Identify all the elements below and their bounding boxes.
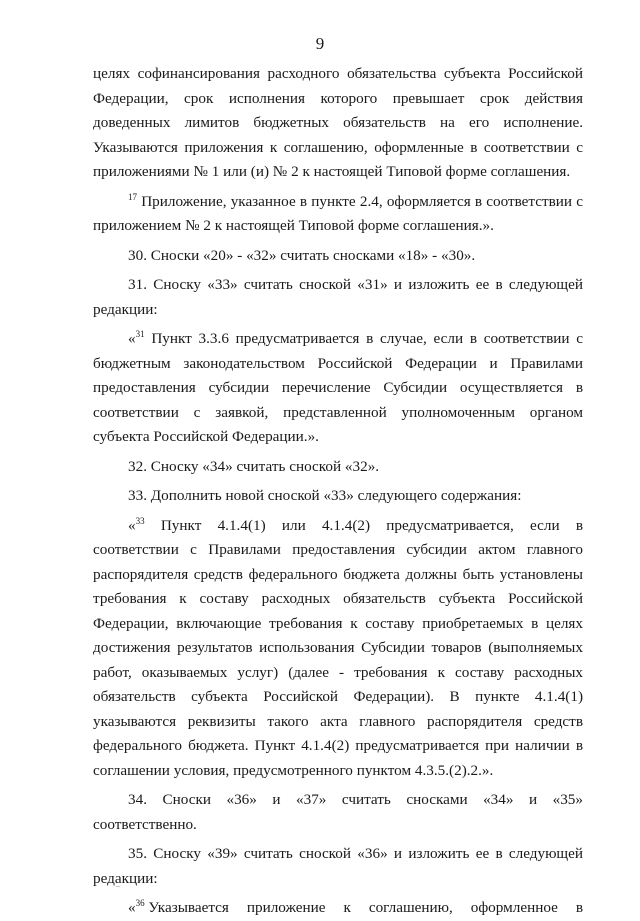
- paragraph-text: целях софинансирования расходного обязательства субъекта Российской Федерации, срок исполнения которого превышает срок действия доведенных лимитов бюджетных обязательств на его исполнение. Указываются приложения к соглашению, оформленные в соответствии с приложениями № 1 или (и) № 2 к настоящей Типовой форме соглашения.: [93, 65, 583, 180]
- footnote-marker: 33: [135, 515, 145, 526]
- paragraph-text: Приложение, указанное в пункте 2.4, оформляется в соответствии с приложением № 2 к настоящей Типовой форме соглашения.».: [93, 192, 583, 234]
- quote-open: «: [128, 516, 136, 534]
- paragraph-text: 31. Сноску «33» считать сноской «31» и изложить ее в следующей редакции:: [93, 276, 583, 318]
- paragraph-fn31: [93, 327, 583, 450]
- document-body: [93, 62, 583, 891]
- paragraph-text: 34. Сноски «36» и «37» считать сносками «34» и «35» соответственно.: [93, 791, 583, 833]
- last-line-word: «$^{36}$ Указывается: [128, 898, 229, 916]
- paragraph-text: 30. Сноски «20» - «32» считать сносками «18» - «30».: [128, 246, 476, 264]
- paragraph-text: 32. Сноску «34» считать сноской «32».: [128, 457, 380, 475]
- last-line-word: оформленное: [470, 899, 558, 916]
- footnote-marker: 31: [135, 329, 145, 339]
- paragraph-text: Пункт 3.3.6 предусматривается в случае, если в соответствии с бюджетным законодательством Российской Федерации и Правилами предоставления субсидии перечисление Субсидии осуществляется в соответствии с заявкой, представленной уполномоченным органом субъекта Российской Федерации.».: [93, 330, 583, 445]
- last-line-word: соглашению,: [368, 899, 453, 916]
- paragraph-text: 33. Дополнить новой сноской «33» следующего содержания:: [128, 487, 522, 504]
- last-line-word: приложение: [246, 899, 326, 916]
- document-last-line: [93, 896, 583, 921]
- paragraph-p31: [93, 273, 583, 322]
- paragraph-p32: [93, 455, 583, 480]
- quote-open: «: [128, 899, 136, 916]
- paragraph-p34: [93, 788, 583, 837]
- paragraph-text: Пункт 4.1.4(1) или 4.1.4(2) предусматривается, если в соответствии с Правилами предоставления субсидии актом главного распорядителя средств федерального бюджета должны быть установлены требования к составу расходных обязательств субъекта Российской Федерации, включающие требования к составу приобретаемых в целях достижения результатов использования Субсидии товаров (выполняемых работ, оказываемых услуг) (далее - требования к составу расходных обязательств субъекта Российской Федерации). В пункте 4.1.4(1) указываются реквизиты такого акта главного распорядителя средств федерального бюджета. Пункт 4.1.4(2) предусматривается при наличии в соглашении условия, предусмотренного пунктом 4.3.5.(2).2.».: [93, 516, 583, 779]
- footnote-marker: 17: [128, 191, 137, 202]
- paragraph-p30: [93, 244, 583, 269]
- page-number: 9: [315, 34, 325, 53]
- last-line-word: в: [575, 899, 583, 916]
- paragraph-p33: [93, 484, 583, 509]
- scan-mark: [116, 886, 120, 887]
- paragraph-fn17: [93, 190, 583, 239]
- footnote-marker: 36: [135, 898, 145, 908]
- paragraph-cont: [93, 62, 583, 185]
- paragraph-fn33: [93, 514, 583, 784]
- paragraph-p35: [93, 842, 583, 891]
- quote-open: «: [128, 330, 136, 347]
- paragraph-text: 35. Сноску «39» считать сноской «36» и изложить ее в следующей редакции:: [93, 845, 583, 887]
- last-line-word: к: [343, 899, 351, 916]
